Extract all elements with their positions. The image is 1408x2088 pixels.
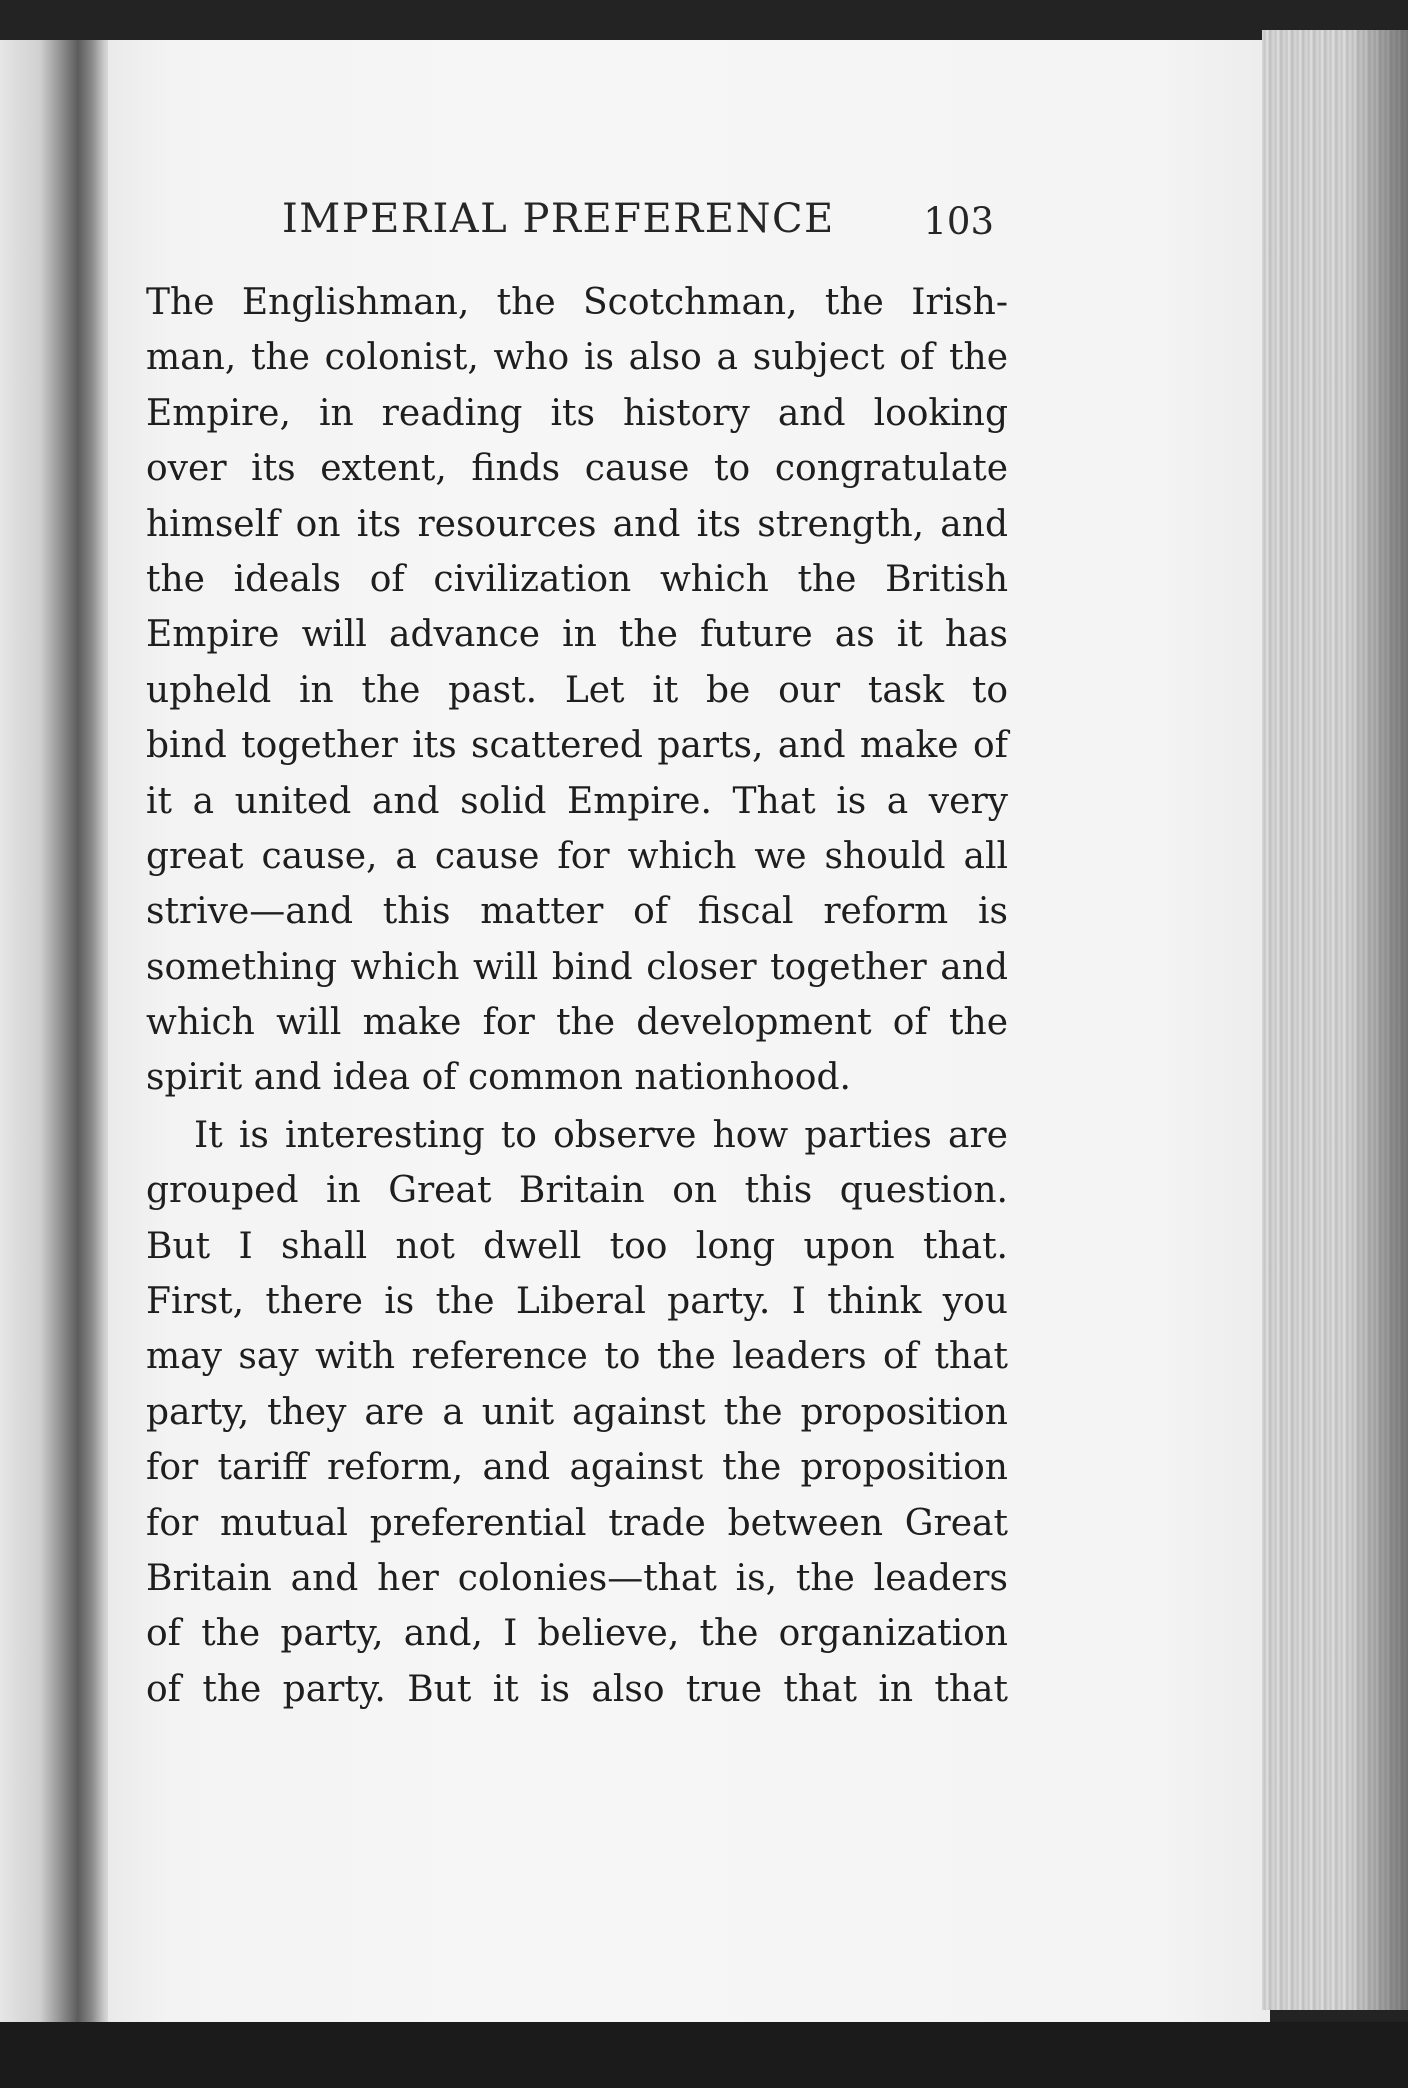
paragraph-1 bbox=[146, 275, 1008, 1106]
text-line: Britain and her colonies—that is, the leaders bbox=[146, 1557, 1008, 1599]
scan-shadow bbox=[0, 2022, 1408, 2088]
text-line: something which will bind closer together and bbox=[146, 946, 1008, 988]
text-line: grouped in Great Britain on this question. bbox=[146, 1170, 1008, 1212]
page-number: 103 bbox=[923, 200, 994, 243]
text-line: upheld in the past. Let it be our task to bbox=[146, 669, 1008, 711]
text-line: strive—and this matter of fiscal reform is bbox=[146, 891, 1008, 933]
text-line: bind together its scattered parts, and make of bbox=[146, 725, 1008, 767]
text-line: But I shall not dwell too long upon that. bbox=[146, 1225, 1008, 1267]
text-line: himself on its resources and its strength, and bbox=[146, 503, 1008, 545]
text-line: may say with reference to the leaders of that bbox=[146, 1336, 1008, 1378]
running-head bbox=[282, 196, 1002, 256]
paragraph-2 bbox=[146, 1108, 1008, 1717]
running-title: IMPERIAL PREFERENCE bbox=[282, 196, 835, 242]
text-line: Empire, in reading its history and looking bbox=[146, 392, 1008, 434]
text-line: Empire will advance in the future as it has bbox=[146, 614, 1008, 656]
text-line: of the party, and, I believe, the organization bbox=[146, 1613, 1008, 1655]
text-line: It is interesting to observe how parties are bbox=[194, 1114, 1008, 1156]
text-line: great cause, a cause for which we should all bbox=[146, 835, 1008, 877]
text-line: which will make for the development of the bbox=[146, 1002, 1008, 1044]
text-line: The Englishman, the Scotchman, the Irish- bbox=[146, 282, 1008, 323]
book-binding-gutter bbox=[0, 40, 115, 2030]
text-line: for mutual preferential trade between Great bbox=[146, 1502, 1008, 1544]
text-line: man, the colonist, who is also a subject of the bbox=[146, 337, 1008, 379]
text-line: of the party. But it is also true that in that bbox=[146, 1668, 1008, 1710]
body-text bbox=[146, 275, 1008, 1717]
text-line: First, there is the Liberal party. I think you bbox=[146, 1281, 1008, 1323]
text-line: spirit and idea of common nationhood. bbox=[146, 1057, 851, 1099]
text-line: the ideals of civilization which the British bbox=[146, 558, 1008, 600]
text-line: it a united and solid Empire. That is a very bbox=[146, 780, 1008, 822]
text-line: party, they are a unit against the proposition bbox=[146, 1391, 1008, 1433]
text-line: for tariff reform, and against the proposition bbox=[146, 1447, 1008, 1489]
text-line: over its extent, finds cause to congratulate bbox=[146, 448, 1008, 490]
page-edges bbox=[1262, 30, 1408, 2010]
